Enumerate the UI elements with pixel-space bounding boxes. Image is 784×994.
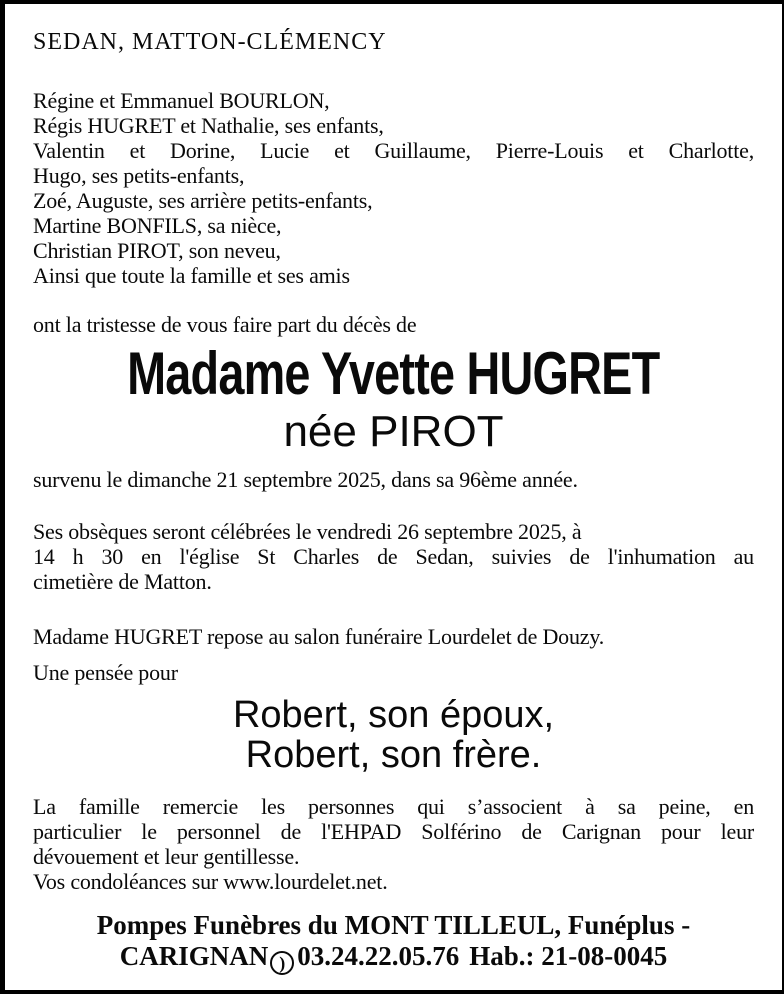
funeral-info-line: Ses obsèques seront célébrées le vendredi 26 septembre 2025, à bbox=[33, 519, 582, 544]
funeral-home-contact bbox=[33, 941, 754, 975]
authorization-number: Hab.: 21-08-0045 bbox=[469, 941, 668, 971]
announcement-text: ont la tristesse de vous faire part du décès de bbox=[33, 312, 417, 337]
maiden-name: née PIROT bbox=[283, 407, 504, 456]
family-member-line: Christian PIROT, son neveu, bbox=[33, 238, 281, 263]
funeral-info bbox=[33, 519, 754, 594]
funeral-home-footer bbox=[33, 910, 754, 975]
tribute-block bbox=[33, 695, 754, 775]
repose-line: Madame HUGRET repose au salon funéraire Lourdelet de Douzy. bbox=[33, 624, 604, 649]
family-member-line: Régine et Emmanuel BOURLON, bbox=[33, 88, 330, 113]
funeral-info-line: 14 h 30 en l'église St Charles de Sedan, suivies de l'inhumation au bbox=[33, 544, 754, 569]
location-header: SEDAN, MATTON-CLÉMENCY bbox=[33, 29, 387, 55]
death-date-line: survenu le dimanche 21 septembre 2025, dans sa 96ème année. bbox=[33, 467, 578, 492]
tribute-intro: Une pensée pour bbox=[33, 660, 178, 685]
funeral-home-name: Pompes Funèbres du MONT TILLEUL, Funéplus - bbox=[96, 910, 691, 940]
condolences-line: Vos condoléances sur www.lourdelet.net. bbox=[33, 869, 388, 894]
deceased-name: Madame Yvette HUGRET bbox=[127, 340, 660, 407]
funeral-info-line: cimetière de Matton. bbox=[33, 569, 212, 594]
thanks-line: particulier le personnel de l'EHPAD Solférino de Carignan pour leur bbox=[33, 819, 754, 844]
funeral-home-city: CARIGNAN bbox=[119, 941, 269, 971]
family-member-line: Ainsi que toute la famille et ses amis bbox=[33, 263, 350, 288]
family-member-line: Valentin et Dorine, Lucie et Guillaume, Pierre-Louis et Charlotte, bbox=[33, 138, 754, 163]
family-member-line: Hugo, ses petits-enfants, bbox=[33, 163, 245, 188]
phone-icon: ) bbox=[270, 951, 294, 975]
funeral-home-phone: 03.24.22.05.76 bbox=[297, 941, 460, 971]
tribute-line: Robert, son frère. bbox=[245, 734, 542, 776]
family-list bbox=[33, 88, 754, 288]
thanks-line: dévouement et leur gentillesse. bbox=[33, 844, 300, 869]
thanks-paragraph bbox=[33, 794, 754, 894]
deceased-name-heading bbox=[33, 340, 754, 407]
tribute-line: Robert, son époux, bbox=[232, 694, 555, 736]
family-member-line: Zoé, Auguste, ses arrière petits-enfants, bbox=[33, 188, 373, 213]
thanks-line: La famille remercie les personnes qui s’associent à sa peine, en bbox=[33, 794, 754, 819]
family-member-line: Régis HUGRET et Nathalie, ses enfants, bbox=[33, 113, 384, 138]
family-member-line: Martine BONFILS, sa nièce, bbox=[33, 213, 282, 238]
